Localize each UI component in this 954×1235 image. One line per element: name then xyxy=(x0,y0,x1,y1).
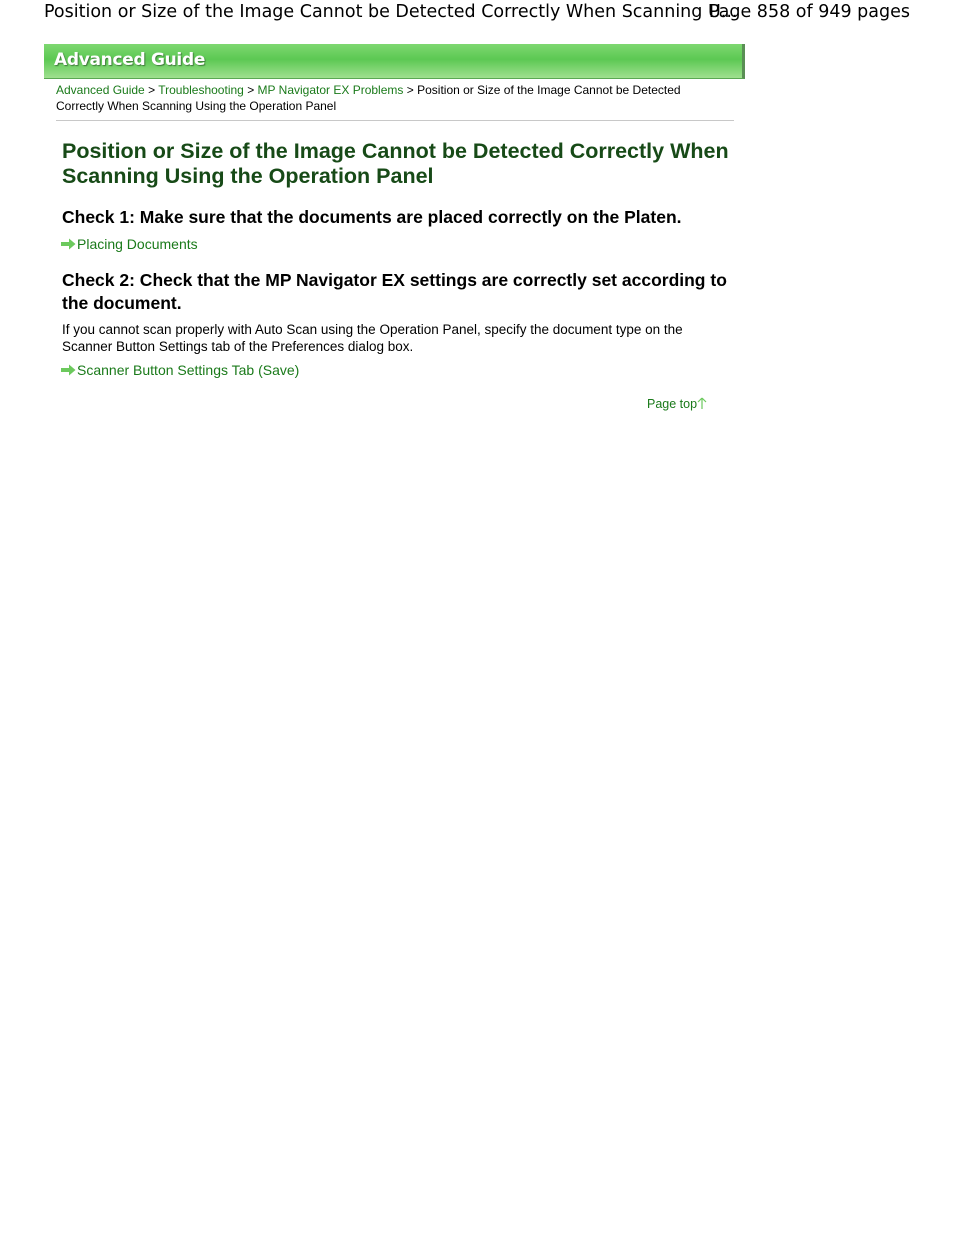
breadcrumb-separator: > xyxy=(247,83,255,97)
check-2-heading: Check 2: Check that the MP Navigator EX settings are correctly set according to the document. xyxy=(62,270,727,313)
placing-documents-link-label[interactable]: Placing Documents xyxy=(77,236,198,252)
breadcrumb-link-advanced-guide[interactable]: Advanced Guide xyxy=(56,83,145,97)
print-header-title: Position or Size of the Image Cannot be Detected Correctly When Scanning U... xyxy=(44,2,738,22)
check-1-heading: Check 1: Make sure that the documents are placed correctly on the Platen. xyxy=(62,207,682,227)
page-top-link[interactable] xyxy=(647,396,707,412)
advanced-guide-banner xyxy=(44,44,745,79)
breadcrumb-link-mp-navigator-ex-problems[interactable]: MP Navigator EX Problems xyxy=(257,83,404,97)
page-top-label[interactable]: Page top xyxy=(647,397,698,411)
breadcrumb xyxy=(56,82,726,114)
breadcrumb-separator: > xyxy=(148,83,156,97)
breadcrumb-separator: > xyxy=(406,83,414,97)
scanner-button-settings-link[interactable] xyxy=(61,361,299,379)
placing-documents-link[interactable] xyxy=(61,235,198,253)
check-2-body: If you cannot scan properly with Auto Scan using the Operation Panel, specify the document type on the Scanner Button Settings tab of the Preferences dialog box. xyxy=(62,322,683,354)
up-arrow-icon xyxy=(697,397,707,410)
banner-title: Advanced Guide xyxy=(54,50,206,70)
header-divider xyxy=(56,120,734,121)
breadcrumb-link-troubleshooting[interactable]: Troubleshooting xyxy=(158,83,244,97)
print-header xyxy=(44,0,910,26)
right-arrow-icon xyxy=(61,238,76,250)
page-title: Position or Size of the Image Cannot be Detected Correctly When Scanning Using the Operation Panel xyxy=(62,139,729,188)
breadcrumb-current: Position or Size of the Image Cannot be Detected Correctly When Scanning Using the Operation Panel xyxy=(56,83,681,113)
right-arrow-icon xyxy=(61,364,76,376)
print-header-page-count: Page 858 of 949 pages xyxy=(708,2,910,22)
scanner-button-settings-link-label[interactable]: Scanner Button Settings Tab (Save) xyxy=(77,362,300,378)
